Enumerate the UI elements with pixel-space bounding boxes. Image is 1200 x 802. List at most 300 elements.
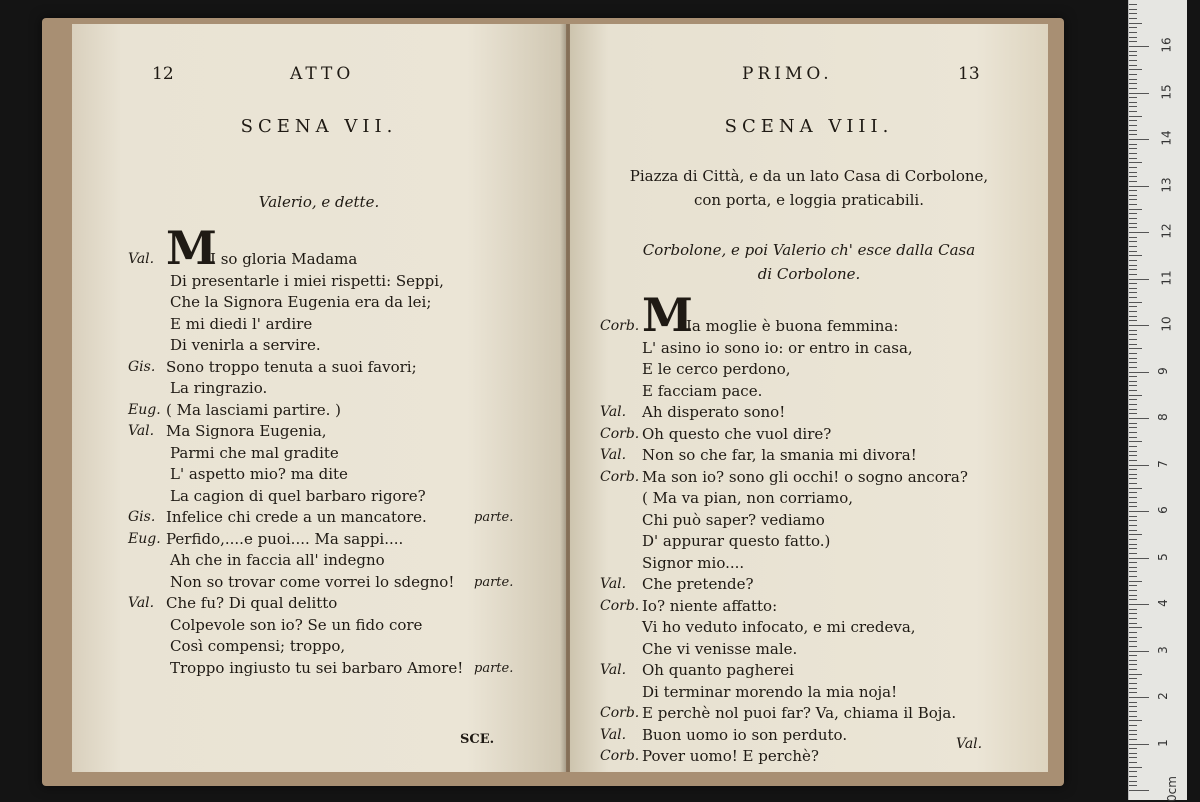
ruler-tick: [1129, 455, 1137, 456]
ruler-tick: [1129, 23, 1142, 24]
ruler-tick: [1129, 316, 1137, 317]
speaker-name: Val.: [600, 404, 627, 420]
ruler-tick: [1129, 399, 1137, 400]
speaker-name: Eug.: [128, 530, 161, 547]
verse-line: [570, 381, 1048, 403]
ruler-tick: [1129, 748, 1137, 749]
speaker-name: Corb.: [600, 748, 640, 764]
verse-text: Colpevole son io? Se un fido core: [170, 615, 423, 634]
ruler-tick: [1129, 246, 1137, 247]
ruler-tick: [1129, 753, 1137, 754]
verse-text: Io? niente affatto:: [642, 596, 778, 615]
ruler-tick: [1129, 720, 1142, 721]
verse-text: Di venirla a servire.: [170, 336, 321, 354]
ruler-tick: [1129, 158, 1137, 159]
running-head: PRIMO.: [742, 64, 833, 84]
ruler-tick: [1129, 153, 1137, 154]
verse-text: Di terminar morendo la mia noja!: [642, 682, 898, 701]
speaker-name: Val.: [600, 447, 627, 463]
verse-line: [570, 288, 1048, 342]
ruler-number: 0cm: [1164, 776, 1179, 802]
ruler-tick: [1129, 102, 1137, 103]
ruler-tick: [1129, 599, 1137, 600]
ruler-tick: [1129, 418, 1149, 419]
ruler-tick: [1129, 79, 1137, 80]
verse-text: Non so trovar come vorrei lo sdegno!: [170, 572, 455, 591]
verse-line: [72, 658, 566, 680]
ruler-tick: [1129, 544, 1137, 545]
verse-line: [72, 486, 566, 508]
ruler-tick: [1129, 162, 1142, 163]
ruler-tick: [1129, 358, 1137, 359]
ruler-tick: [1129, 478, 1137, 479]
ruler-tick: [1129, 37, 1137, 38]
verse-text: I so gloria Madama: [210, 250, 358, 268]
ruler-tick: [1129, 344, 1137, 345]
verse-text: Troppo ingiusto tu sei barbaro Amore!: [170, 658, 464, 677]
ruler-tick: [1129, 4, 1137, 5]
ruler-tick: [1129, 241, 1137, 242]
page-number: 13: [958, 64, 980, 84]
ruler-tick: [1129, 497, 1137, 498]
ruler-tick: [1129, 539, 1137, 540]
ruler-tick: [1129, 739, 1137, 740]
ruler-tick: [1129, 623, 1137, 624]
ruler-tick: [1129, 227, 1137, 228]
verse-line: [72, 572, 566, 594]
verse-text: Pover uomo! E perchè?: [642, 747, 819, 765]
ruler-tick: [1129, 325, 1149, 326]
ruler-tick: [1129, 567, 1137, 568]
ruler-number: 2: [1155, 692, 1170, 700]
ruler-number: 5: [1155, 552, 1170, 561]
ruler-tick: [1129, 632, 1137, 633]
ruler-tick: [1129, 590, 1137, 591]
ruler-tick: [1129, 558, 1149, 559]
speaker-name: Corb.: [600, 318, 640, 334]
ruler-tick: [1129, 441, 1142, 442]
verse-line: [72, 615, 566, 637]
speaker-name: Val.: [600, 726, 627, 743]
speaker-name: Val.: [600, 576, 627, 592]
ruler-tick: [1129, 232, 1149, 233]
scene-title: SCENA VII.: [240, 116, 398, 137]
ruler-tick: [1129, 167, 1137, 168]
ruler-tick: [1129, 706, 1137, 707]
verse-line: [570, 424, 1048, 446]
ruler-tick: [1129, 120, 1137, 121]
speaker-name: Corb.: [600, 705, 640, 721]
drop-capital: M: [166, 221, 217, 275]
ruler-tick: [1129, 83, 1137, 84]
ruler-tick: [1129, 548, 1137, 549]
ruler-tick: [1129, 637, 1137, 638]
ruler-tick: [1129, 571, 1137, 572]
ruler-tick: [1129, 725, 1137, 726]
ruler-tick: [1129, 41, 1137, 42]
verse-line: [570, 596, 1048, 618]
verse-text: Ah disperato sono!: [642, 403, 786, 421]
speaker-name: Val.: [128, 595, 155, 611]
verse-line: [570, 682, 1048, 704]
ruler-tick: [1129, 711, 1137, 712]
verse-line: [72, 421, 566, 443]
ruler-tick: [1129, 260, 1137, 261]
verse-line: [72, 464, 566, 486]
verse-line: [570, 660, 1048, 682]
ruler-tick: [1129, 213, 1137, 214]
ruler-tick: [1129, 283, 1137, 284]
stage-direction: parte.: [474, 510, 514, 525]
ruler-tick: [1129, 65, 1137, 66]
ruler-tick: [1129, 144, 1137, 145]
ruler-tick: [1129, 404, 1137, 405]
ruler-tick: [1129, 492, 1137, 493]
speaker-name: Eug.: [128, 401, 161, 418]
speaker-name: Val.: [128, 423, 155, 439]
speaker-name: Corb.: [600, 468, 640, 485]
ruler-tick: [1129, 688, 1137, 689]
verse-text: Che la Signora Eugenia era da lei;: [170, 293, 432, 311]
ruler-tick: [1129, 172, 1137, 173]
ruler-tick: [1129, 381, 1137, 382]
ruler-tick: [1129, 18, 1137, 19]
ruler-tick: [1129, 460, 1137, 461]
verse-line: [72, 378, 566, 400]
ruler-tick: [1129, 474, 1137, 475]
verse-line: [570, 467, 1048, 489]
ruler-tick: [1129, 595, 1137, 596]
ruler-tick: [1129, 306, 1137, 307]
ruler-tick: [1129, 320, 1137, 321]
ruler-tick: [1129, 762, 1137, 763]
ruler-tick: [1129, 9, 1137, 10]
ruler-tick: [1129, 251, 1137, 252]
speaker-name: Gis.: [128, 358, 156, 375]
ruler-tick: [1129, 511, 1149, 512]
ruler-tick: [1129, 46, 1149, 47]
verse-text: Ma Signora Eugenia,: [166, 422, 327, 440]
ruler-tick: [1129, 339, 1137, 340]
page-number: 12: [152, 64, 174, 84]
ruler-tick: [1129, 516, 1137, 517]
verse-line: [72, 593, 566, 615]
speaker-name: Val.: [600, 662, 627, 678]
ruler-tick: [1129, 530, 1137, 531]
ruler-tick: [1129, 692, 1137, 693]
verse-text: ( Ma lasciami partire. ): [166, 400, 342, 419]
stage-direction: parte.: [474, 574, 514, 590]
ruler-tick: [1129, 646, 1137, 647]
ruler-number: 14: [1159, 130, 1174, 146]
verse-text: Così compensi; troppo,: [170, 637, 346, 655]
ruler-tick: [1129, 199, 1137, 200]
ruler-tick: [1129, 525, 1137, 526]
verse-line: [570, 553, 1048, 575]
ruler-tick: [1129, 437, 1137, 438]
verse-text: La cagion di quel barbaro rigore?: [170, 486, 426, 505]
verse-text: Perfido,....e puoi.... Ma sappi....: [166, 529, 404, 548]
verse-lines: [72, 221, 566, 679]
verse-line: [570, 402, 1048, 424]
verse-text: Vi ho veduto infocato, e mi credeva,: [642, 618, 916, 636]
scene-setting-line-2: con porta, e loggia praticabili.: [693, 191, 924, 209]
scene-title: SCENA VIII.: [724, 116, 894, 137]
verse-line: [570, 703, 1048, 725]
ruler-tick: [1129, 334, 1137, 335]
drop-capital: M: [642, 288, 693, 342]
verse-line: [72, 357, 566, 379]
ruler-tick: [1129, 130, 1137, 131]
ruler-tick: [1129, 423, 1137, 424]
ruler-tick: [1129, 13, 1137, 14]
measuring-ruler: [1128, 0, 1187, 800]
ruler-tick: [1129, 269, 1137, 270]
verse-text: Parmi che mal gradite: [170, 443, 339, 462]
ruler-tick: [1129, 660, 1137, 661]
verse-line: [570, 359, 1048, 381]
ruler-tick: [1129, 376, 1137, 377]
ruler-tick: [1129, 613, 1137, 614]
cast-line-2: di Corbolone.: [757, 265, 861, 283]
verse-text: Di presentarle i miei rispetti: Seppi,: [170, 271, 444, 290]
catchword: SCE.: [460, 732, 495, 747]
verse-text: Che pretende?: [642, 575, 754, 593]
ruler-tick: [1129, 27, 1137, 28]
verse-line: [72, 400, 566, 422]
ruler-tick: [1129, 125, 1137, 126]
ruler-tick: [1129, 641, 1137, 642]
left-page: [72, 24, 566, 772]
verse-line: [570, 574, 1048, 596]
ruler-tick: [1129, 446, 1137, 447]
verse-line: [72, 271, 566, 293]
ruler-tick: [1129, 655, 1137, 656]
speaker-name: Corb.: [600, 597, 640, 614]
verse-line: [72, 529, 566, 551]
verse-line: [72, 636, 566, 658]
ruler-number: 10: [1159, 316, 1174, 332]
verse-line: [570, 488, 1048, 510]
ruler-tick: [1129, 60, 1137, 61]
verse-line: [570, 510, 1048, 532]
ruler-tick: [1129, 581, 1142, 582]
ruler-tick: [1129, 274, 1137, 275]
ruler-tick: [1129, 744, 1149, 745]
ruler-tick: [1129, 683, 1137, 684]
ruler-tick: [1129, 69, 1142, 70]
ruler-tick: [1129, 734, 1137, 735]
verse-text: Oh questo che vuol dire?: [642, 424, 832, 443]
ruler-tick: [1129, 395, 1142, 396]
ruler-tick: [1129, 488, 1142, 489]
ruler-tick: [1129, 330, 1137, 331]
ruler-tick: [1129, 292, 1137, 293]
ruler-tick: [1129, 432, 1137, 433]
verse-text: Che fu? Di qual delitto: [166, 594, 338, 612]
ruler-tick: [1129, 134, 1137, 135]
ruler-tick: [1129, 55, 1137, 56]
ruler-tick: [1129, 223, 1137, 224]
ruler-tick: [1129, 190, 1137, 191]
verse-text: Buon uomo io son perduto.: [642, 725, 848, 744]
ruler-number: 1: [1155, 738, 1170, 747]
cast-list: Valerio, e dette.: [258, 193, 380, 211]
ruler-number: 9: [1155, 366, 1170, 375]
ruler-tick: [1129, 483, 1137, 484]
verse-line: [72, 507, 566, 529]
ruler-number: 6: [1155, 506, 1170, 514]
ruler-tick: [1129, 88, 1137, 89]
ruler-tick: [1129, 469, 1137, 470]
ruler-tick: [1129, 176, 1137, 177]
ruler-tick: [1129, 353, 1137, 354]
ruler-tick: [1129, 697, 1149, 698]
speaker-name: Val.: [128, 251, 155, 267]
verse-line: [72, 443, 566, 465]
ruler-tick: [1129, 409, 1137, 410]
ruler-tick: [1129, 609, 1137, 610]
verse-text: Ia moglie è buona femmina:: [686, 317, 899, 335]
cast-line-1: Corbolone, e poi Valerio ch' esce dalla Casa: [642, 241, 976, 259]
verse-text: Ma son io? sono gli occhi! o sogno ancora?: [642, 467, 968, 486]
verse-line: [570, 617, 1048, 639]
catchword: Val.: [956, 736, 983, 752]
ruler-tick: [1129, 237, 1137, 238]
verse-text: La ringrazio.: [170, 379, 268, 397]
ruler-tick: [1129, 627, 1142, 628]
ruler-tick: [1129, 651, 1149, 652]
ruler-tick: [1129, 348, 1142, 349]
ruler-tick: [1129, 669, 1137, 670]
ruler-tick: [1129, 181, 1137, 182]
ruler-number: 7: [1155, 459, 1170, 468]
ruler-tick: [1129, 674, 1142, 675]
ruler-tick: [1129, 767, 1142, 768]
ruler-tick: [1129, 106, 1137, 107]
verse-text: E facciam pace.: [642, 381, 763, 400]
ruler-tick: [1129, 204, 1137, 205]
verse-text: L' asino io sono io: or entro in casa,: [642, 338, 913, 357]
ruler-tick: [1129, 302, 1142, 303]
ruler-tick: [1129, 553, 1137, 554]
verse-text: Oh quanto pagherei: [642, 661, 794, 679]
speaker-name: Corb.: [600, 425, 640, 442]
verse-line: [570, 639, 1048, 661]
ruler-number: 13: [1159, 176, 1174, 193]
verse-text: E mi diedi l' ardire: [170, 314, 313, 333]
verse-line: [570, 445, 1048, 467]
verse-text: Signor mio....: [642, 553, 745, 572]
ruler-tick: [1129, 576, 1137, 577]
speaker-name: Gis.: [128, 509, 156, 525]
ruler-tick: [1129, 385, 1137, 386]
ruler-number: 15: [1159, 83, 1174, 100]
scene-setting-line-1: Piazza di Città, e da un lato Casa di Corbolone,: [629, 167, 989, 185]
verse-text: ( Ma va pian, non corriamo,: [642, 489, 854, 507]
ruler-tick: [1129, 32, 1137, 33]
verse-text: E perchè nol puoi far? Va, chiama il Boja.: [642, 704, 957, 722]
verse-text: Infelice chi crede a un mancatore.: [166, 508, 427, 526]
verse-text: Chi può saper? vediamo: [642, 510, 825, 529]
ruler-tick: [1129, 288, 1137, 289]
ruler-number: 3: [1155, 645, 1170, 654]
ruler-tick: [1129, 785, 1137, 786]
verse-line: [72, 335, 566, 357]
ruler-tick: [1129, 562, 1137, 563]
ruler-tick: [1129, 585, 1137, 586]
ruler-number: 16: [1159, 37, 1174, 53]
verse-text: Ah che in faccia all' indegno: [170, 551, 385, 569]
ruler-tick: [1129, 776, 1137, 777]
ruler-tick: [1129, 618, 1137, 619]
ruler-tick: [1129, 702, 1137, 703]
ruler-tick: [1129, 186, 1149, 187]
ruler-tick: [1129, 716, 1137, 717]
ruler-tick: [1129, 279, 1149, 280]
running-head: ATTO: [290, 64, 355, 84]
ruler-tick: [1129, 74, 1137, 75]
ruler-tick: [1129, 116, 1142, 117]
verse-line: [72, 292, 566, 314]
ruler-tick: [1129, 93, 1149, 94]
ruler-number: 11: [1159, 269, 1174, 286]
verse-line: [72, 314, 566, 336]
verse-text: Non so che far, la smania mi divora!: [642, 446, 917, 464]
right-page: [570, 24, 1048, 772]
ruler-tick: [1129, 506, 1137, 507]
ruler-tick: [1129, 757, 1137, 758]
ruler-number: 8: [1155, 413, 1170, 421]
ruler-tick: [1129, 730, 1137, 731]
ruler-tick: [1129, 390, 1137, 391]
ruler-tick: [1129, 367, 1137, 368]
verse-text: Sono troppo tenuta a suoi favori;: [166, 357, 417, 376]
ruler-tick: [1129, 664, 1137, 665]
ruler-tick: [1129, 372, 1149, 373]
ruler-tick: [1129, 148, 1137, 149]
ruler-tick: [1129, 218, 1137, 219]
ruler-tick: [1129, 255, 1142, 256]
verse-text: E le cerco perdono,: [642, 360, 791, 378]
ruler-tick: [1129, 678, 1137, 679]
ruler-tick: [1129, 111, 1137, 112]
ruler-tick: [1129, 534, 1142, 535]
ruler-tick: [1129, 781, 1137, 782]
ruler-number: 4: [1155, 599, 1170, 607]
verse-line: [72, 550, 566, 572]
ruler-tick: [1129, 502, 1137, 503]
verse-lines: [570, 288, 1048, 768]
ruler-tick: [1129, 311, 1137, 312]
verse-text: Che vi venisse male.: [642, 639, 798, 658]
ruler-tick: [1129, 520, 1137, 521]
ruler-tick: [1129, 139, 1149, 140]
ruler-tick: [1129, 297, 1137, 298]
ruler-tick: [1129, 771, 1137, 772]
ruler-tick: [1129, 265, 1137, 266]
ruler-tick: [1129, 195, 1137, 196]
verse-line: [570, 531, 1048, 553]
ruler-number: 12: [1159, 223, 1174, 239]
verse-text: D' appurar questo fatto.): [642, 532, 831, 550]
ruler-tick: [1129, 604, 1149, 605]
ruler-tick: [1129, 51, 1137, 52]
stage-direction: parte.: [474, 660, 514, 676]
ruler-tick: [1129, 790, 1149, 791]
verse-text: L' aspetto mio? ma dite: [170, 465, 348, 483]
verse-line: [72, 221, 566, 275]
